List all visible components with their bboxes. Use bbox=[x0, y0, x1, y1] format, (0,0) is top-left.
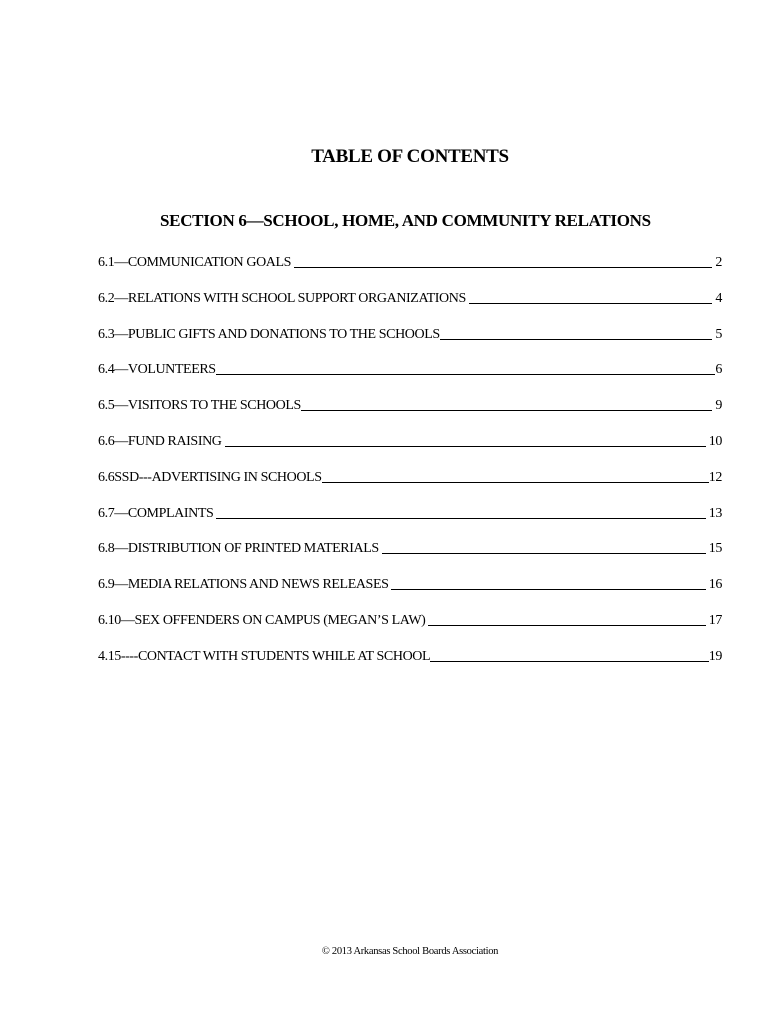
toc-entry-page: 15 bbox=[708, 541, 722, 557]
toc-leader-line bbox=[225, 445, 706, 447]
toc-leader-line bbox=[294, 266, 712, 268]
toc-entry-page: 13 bbox=[708, 505, 722, 521]
toc-leader-line bbox=[430, 660, 709, 662]
toc-entry bbox=[98, 361, 722, 379]
toc-entry bbox=[98, 612, 722, 630]
toc-entry-page: 10 bbox=[708, 433, 722, 449]
toc-entry-label: 6.6—FUND RAISING bbox=[98, 433, 222, 449]
toc-entry-label: 6.4—VOLUNTEERS bbox=[98, 362, 216, 378]
toc-entry-label: 6.3—PUBLIC GIFTS AND DONATIONS TO THE SCHOOLS bbox=[98, 326, 440, 342]
toc-entry-page: 9 bbox=[715, 398, 722, 414]
toc-entry bbox=[98, 397, 722, 415]
toc-entry bbox=[98, 505, 722, 523]
page-title: TABLE OF CONTENTS bbox=[311, 146, 509, 167]
toc-leader-line bbox=[216, 517, 705, 519]
toc-entry-label: 6.1—COMMUNICATION GOALS bbox=[98, 255, 292, 270]
toc-entry bbox=[98, 576, 722, 594]
section-heading: SECTION 6—SCHOOL, HOME, AND COMMUNITY RELATIONS bbox=[160, 211, 651, 230]
toc-leader-line bbox=[428, 624, 705, 626]
toc-entry-page: 12 bbox=[708, 469, 722, 485]
toc-leader-line bbox=[382, 552, 706, 554]
toc-entry-page: 16 bbox=[708, 577, 722, 593]
toc-entry-page: 2 bbox=[715, 255, 722, 270]
toc-entry-page: 5 bbox=[715, 326, 722, 342]
toc-entry-label: 4.15----CONTACT WITH STUDENTS WHILE AT SCHOOL bbox=[98, 648, 431, 664]
toc-entry bbox=[98, 433, 722, 451]
toc-entry-page: 4 bbox=[715, 290, 722, 306]
toc-entry-label: 6.8—DISTRIBUTION OF PRINTED MATERIALS bbox=[98, 541, 379, 557]
toc-leader-line bbox=[469, 302, 713, 304]
copyright-footer: © 2013 Arkansas School Boards Association bbox=[321, 946, 499, 957]
toc-entry bbox=[98, 469, 722, 487]
toc-entry bbox=[98, 540, 722, 558]
toc-entry-label: 6.5—VISITORS TO THE SCHOOLS bbox=[98, 398, 301, 414]
toc-entry bbox=[98, 648, 722, 666]
toc-entry-label: 6.10—SEX OFFENDERS ON CAMPUS (MEGAN’S LAW) bbox=[98, 612, 426, 628]
toc-leader-line bbox=[322, 481, 709, 483]
toc-entry-label: 6.7—COMPLAINTS bbox=[98, 505, 214, 521]
toc-leader-line bbox=[440, 338, 713, 340]
toc-entry-page: 19 bbox=[708, 648, 722, 664]
toc-leader-line bbox=[391, 588, 705, 590]
toc-entry-page: 6 bbox=[715, 362, 722, 378]
toc-list bbox=[98, 254, 722, 684]
toc-entry-label: 6.6SSD---ADVERTISING IN SCHOOLS bbox=[98, 469, 322, 485]
toc-entry bbox=[98, 290, 722, 308]
toc-leader-line bbox=[301, 409, 713, 411]
toc-entry bbox=[98, 254, 722, 272]
toc-leader-line bbox=[216, 373, 716, 375]
toc-entry-page: 17 bbox=[708, 612, 722, 628]
toc-entry-label: 6.9—MEDIA RELATIONS AND NEWS RELEASES bbox=[98, 577, 389, 593]
toc-entry bbox=[98, 326, 722, 344]
toc-entry-label: 6.2—RELATIONS WITH SCHOOL SUPPORT ORGANIZATIONS bbox=[98, 290, 466, 306]
